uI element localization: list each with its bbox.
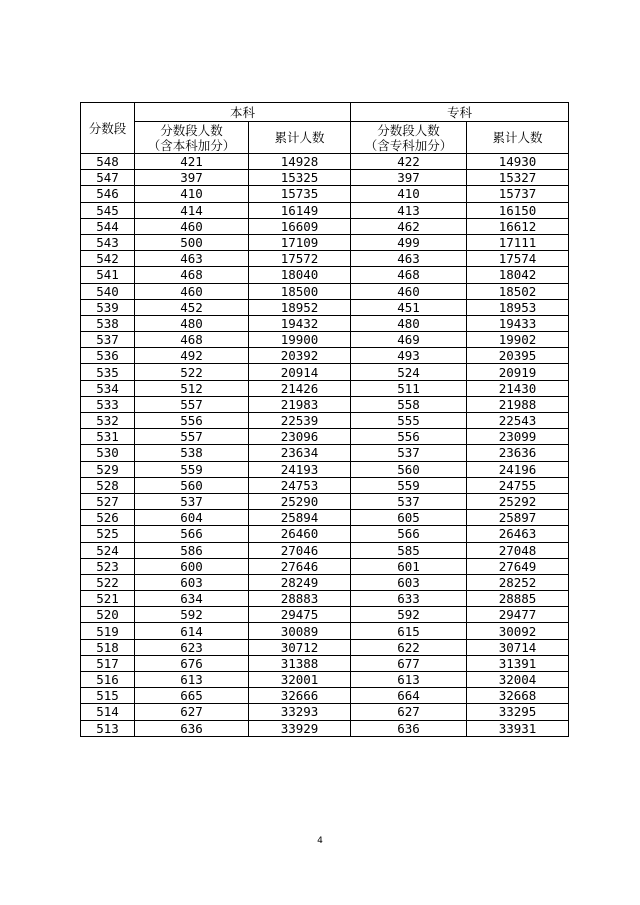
benke-cumulative-cell: 31388 <box>249 655 351 671</box>
zhuanke-count-cell: 451 <box>351 299 467 315</box>
benke-count-cell: 500 <box>135 234 249 250</box>
benke-cumulative-cell: 14928 <box>249 154 351 170</box>
table-row <box>81 574 569 590</box>
score-cell: 522 <box>81 574 135 590</box>
zhuanke-cumulative-cell: 15327 <box>467 170 569 186</box>
benke-count-cell: 537 <box>135 493 249 509</box>
score-cell: 544 <box>81 218 135 234</box>
benke-cumulative-cell: 19432 <box>249 315 351 331</box>
zhuanke-count-cell: 537 <box>351 445 467 461</box>
zhuanke-count-cell: 560 <box>351 461 467 477</box>
score-cell: 513 <box>81 720 135 736</box>
table-row <box>81 251 569 267</box>
benke-count-header <box>135 122 249 154</box>
table-row <box>81 639 569 655</box>
zhuanke-cumulative-cell: 19902 <box>467 332 569 348</box>
benke-count-cell: 460 <box>135 218 249 234</box>
table-row <box>81 234 569 250</box>
benke-cumulative-cell: 32666 <box>249 688 351 704</box>
benke-count-cell: 452 <box>135 299 249 315</box>
benke-count-cell: 512 <box>135 380 249 396</box>
zhuanke-cumulative-cell: 23099 <box>467 429 569 445</box>
zhuanke-count-cell: 524 <box>351 364 467 380</box>
zhuanke-count-cell: 469 <box>351 332 467 348</box>
zhuanke-count-cell: 480 <box>351 315 467 331</box>
score-band-header: 分数段 <box>81 103 135 154</box>
score-cell: 535 <box>81 364 135 380</box>
zhuanke-cumulative-cell: 30714 <box>467 639 569 655</box>
score-cell: 530 <box>81 445 135 461</box>
zhuanke-cumulative-cell: 22543 <box>467 413 569 429</box>
score-cell: 534 <box>81 380 135 396</box>
zhuanke-cumulative-cell: 27048 <box>467 542 569 558</box>
benke-cumulative-cell: 24193 <box>249 461 351 477</box>
score-cell: 545 <box>81 202 135 218</box>
score-cell: 543 <box>81 234 135 250</box>
table-row <box>81 348 569 364</box>
zhuanke-count-cell: 677 <box>351 655 467 671</box>
benke-count-cell: 614 <box>135 623 249 639</box>
benke-cumulative-cell: 27646 <box>249 558 351 574</box>
zhuanke-cumulative-cell: 33295 <box>467 704 569 720</box>
table-row <box>81 445 569 461</box>
table-row <box>81 315 569 331</box>
zhuanke-cumulative-cell: 18953 <box>467 299 569 315</box>
table-row <box>81 154 569 170</box>
score-cell: 533 <box>81 396 135 412</box>
benke-cumulative-cell: 27046 <box>249 542 351 558</box>
score-cell: 518 <box>81 639 135 655</box>
zhuanke-count-cell: 468 <box>351 267 467 283</box>
zhuanke-count-cell: 566 <box>351 526 467 542</box>
benke-count-cell: 397 <box>135 170 249 186</box>
table-row <box>81 396 569 412</box>
zhuanke-cumulative-header: 累计人数 <box>467 122 569 154</box>
benke-cumulative-header: 累计人数 <box>249 122 351 154</box>
benke-count-cell: 414 <box>135 202 249 218</box>
benke-count-cell: 623 <box>135 639 249 655</box>
benke-cumulative-cell: 24753 <box>249 477 351 493</box>
zhuanke-count-cell: 601 <box>351 558 467 574</box>
zhuanke-cumulative-cell: 15737 <box>467 186 569 202</box>
benke-cumulative-cell: 25894 <box>249 510 351 526</box>
score-cell: 542 <box>81 251 135 267</box>
benke-count-cell: 613 <box>135 672 249 688</box>
benke-cumulative-cell: 21426 <box>249 380 351 396</box>
table-row <box>81 542 569 558</box>
score-cell: 517 <box>81 655 135 671</box>
zhuanke-count-cell: 613 <box>351 672 467 688</box>
score-cell: 537 <box>81 332 135 348</box>
score-cell: 515 <box>81 688 135 704</box>
benke-count-cell: 560 <box>135 477 249 493</box>
zhuanke-cumulative-cell: 27649 <box>467 558 569 574</box>
zhuanke-count-cell: 627 <box>351 704 467 720</box>
benke-count-cell: 604 <box>135 510 249 526</box>
benke-cumulative-cell: 23634 <box>249 445 351 461</box>
table-row <box>81 688 569 704</box>
zhuanke-count-cell: 537 <box>351 493 467 509</box>
page-number: 4 <box>317 836 323 846</box>
table-row <box>81 299 569 315</box>
benke-count-cell: 522 <box>135 364 249 380</box>
score-cell: 531 <box>81 429 135 445</box>
zhuanke-cumulative-cell: 29477 <box>467 607 569 623</box>
zhuanke-count-cell: 664 <box>351 688 467 704</box>
zhuanke-cumulative-cell: 30092 <box>467 623 569 639</box>
zhuanke-cumulative-cell: 21988 <box>467 396 569 412</box>
benke-cumulative-cell: 20914 <box>249 364 351 380</box>
table-row <box>81 704 569 720</box>
benke-cumulative-cell: 28249 <box>249 574 351 590</box>
benke-count-cell: 592 <box>135 607 249 623</box>
benke-cumulative-cell: 30712 <box>249 639 351 655</box>
table-row <box>81 332 569 348</box>
zhuanke-count-cell: 499 <box>351 234 467 250</box>
zhuanke-cumulative-cell: 17111 <box>467 234 569 250</box>
benke-cumulative-cell: 21983 <box>249 396 351 412</box>
score-cell: 539 <box>81 299 135 315</box>
score-cell: 527 <box>81 493 135 509</box>
zhuanke-cumulative-cell: 26463 <box>467 526 569 542</box>
benke-cumulative-cell: 19900 <box>249 332 351 348</box>
zhuanke-count-cell: 622 <box>351 639 467 655</box>
benke-count-cell: 665 <box>135 688 249 704</box>
zhuanke-cumulative-cell: 16150 <box>467 202 569 218</box>
benke-count-cell: 627 <box>135 704 249 720</box>
benke-cumulative-cell: 25290 <box>249 493 351 509</box>
zhuanke-cumulative-cell: 31391 <box>467 655 569 671</box>
zhuanke-count-cell: 422 <box>351 154 467 170</box>
benke-cumulative-cell: 29475 <box>249 607 351 623</box>
benke-count-cell: 556 <box>135 413 249 429</box>
zhuanke-cumulative-cell: 23636 <box>467 445 569 461</box>
benke-count-header-line2: （含本科加分） <box>147 137 236 153</box>
zhuanke-cumulative-cell: 33931 <box>467 720 569 736</box>
benke-count-cell: 480 <box>135 315 249 331</box>
zhuanke-cumulative-cell: 32004 <box>467 672 569 688</box>
benke-count-cell: 603 <box>135 574 249 590</box>
score-cell: 548 <box>81 154 135 170</box>
benke-cumulative-cell: 17572 <box>249 251 351 267</box>
score-cell: 523 <box>81 558 135 574</box>
zhuanke-count-cell: 463 <box>351 251 467 267</box>
table-row <box>81 267 569 283</box>
zhuanke-cumulative-cell: 18042 <box>467 267 569 283</box>
table-row <box>81 218 569 234</box>
score-cell: 514 <box>81 704 135 720</box>
benke-count-header-line1: 分数段人数 <box>160 122 223 138</box>
zhuanke-cumulative-cell: 28885 <box>467 591 569 607</box>
benke-count-cell: 468 <box>135 332 249 348</box>
zhuanke-cumulative-cell: 16612 <box>467 218 569 234</box>
benke-count-cell: 463 <box>135 251 249 267</box>
zhuanke-count-cell: 413 <box>351 202 467 218</box>
benke-cumulative-cell: 33293 <box>249 704 351 720</box>
score-cell: 525 <box>81 526 135 542</box>
table-row <box>81 510 569 526</box>
zhuanke-cumulative-cell: 24755 <box>467 477 569 493</box>
benke-count-cell: 468 <box>135 267 249 283</box>
score-cell: 519 <box>81 623 135 639</box>
table-row <box>81 202 569 218</box>
table-row <box>81 623 569 639</box>
benke-count-cell: 557 <box>135 396 249 412</box>
zhuanke-count-cell: 559 <box>351 477 467 493</box>
zhuanke-count-header-line1: 分数段人数 <box>377 122 440 138</box>
score-cell: 516 <box>81 672 135 688</box>
zhuanke-count-header-line2: （含专科加分） <box>364 137 453 153</box>
benke-count-cell: 566 <box>135 526 249 542</box>
zhuanke-count-cell: 397 <box>351 170 467 186</box>
table-row <box>81 186 569 202</box>
table-body <box>81 154 569 737</box>
zhuanke-cumulative-cell: 21430 <box>467 380 569 396</box>
zhuanke-count-cell: 493 <box>351 348 467 364</box>
table-row <box>81 526 569 542</box>
benke-cumulative-cell: 26460 <box>249 526 351 542</box>
benke-count-cell: 460 <box>135 283 249 299</box>
benke-count-cell: 676 <box>135 655 249 671</box>
zhuanke-header: 专科 <box>351 103 569 122</box>
zhuanke-count-header <box>351 122 467 154</box>
benke-count-cell: 559 <box>135 461 249 477</box>
zhuanke-cumulative-cell: 20919 <box>467 364 569 380</box>
score-cell: 546 <box>81 186 135 202</box>
score-cell: 538 <box>81 315 135 331</box>
benke-cumulative-cell: 16609 <box>249 218 351 234</box>
benke-header: 本科 <box>135 103 351 122</box>
benke-cumulative-cell: 16149 <box>249 202 351 218</box>
benke-count-cell: 410 <box>135 186 249 202</box>
benke-count-cell: 634 <box>135 591 249 607</box>
table-row <box>81 591 569 607</box>
table-row <box>81 364 569 380</box>
zhuanke-count-cell: 636 <box>351 720 467 736</box>
benke-cumulative-cell: 30089 <box>249 623 351 639</box>
score-cell: 547 <box>81 170 135 186</box>
table-row <box>81 461 569 477</box>
score-cell: 536 <box>81 348 135 364</box>
table-row <box>81 170 569 186</box>
table-row <box>81 672 569 688</box>
benke-count-cell: 636 <box>135 720 249 736</box>
zhuanke-cumulative-cell: 14930 <box>467 154 569 170</box>
zhuanke-count-cell: 460 <box>351 283 467 299</box>
benke-cumulative-cell: 17109 <box>249 234 351 250</box>
score-cell: 528 <box>81 477 135 493</box>
zhuanke-cumulative-cell: 24196 <box>467 461 569 477</box>
zhuanke-count-cell: 605 <box>351 510 467 526</box>
score-cell: 521 <box>81 591 135 607</box>
benke-cumulative-cell: 15735 <box>249 186 351 202</box>
benke-count-cell: 600 <box>135 558 249 574</box>
table-row <box>81 720 569 736</box>
zhuanke-cumulative-cell: 25292 <box>467 493 569 509</box>
zhuanke-cumulative-cell: 18502 <box>467 283 569 299</box>
benke-count-cell: 557 <box>135 429 249 445</box>
zhuanke-cumulative-cell: 25897 <box>467 510 569 526</box>
table-row <box>81 655 569 671</box>
zhuanke-cumulative-cell: 17574 <box>467 251 569 267</box>
benke-cumulative-cell: 32001 <box>249 672 351 688</box>
score-cell: 529 <box>81 461 135 477</box>
score-cell: 541 <box>81 267 135 283</box>
table-row <box>81 413 569 429</box>
zhuanke-count-cell: 585 <box>351 542 467 558</box>
score-cell: 526 <box>81 510 135 526</box>
score-cell: 520 <box>81 607 135 623</box>
zhuanke-count-cell: 555 <box>351 413 467 429</box>
table-row <box>81 607 569 623</box>
benke-count-cell: 586 <box>135 542 249 558</box>
table-row <box>81 493 569 509</box>
score-cell: 524 <box>81 542 135 558</box>
benke-cumulative-cell: 23096 <box>249 429 351 445</box>
zhuanke-cumulative-cell: 20395 <box>467 348 569 364</box>
benke-cumulative-cell: 33929 <box>249 720 351 736</box>
zhuanke-cumulative-cell: 28252 <box>467 574 569 590</box>
benke-cumulative-cell: 15325 <box>249 170 351 186</box>
zhuanke-cumulative-cell: 32668 <box>467 688 569 704</box>
score-cell: 540 <box>81 283 135 299</box>
zhuanke-count-cell: 410 <box>351 186 467 202</box>
benke-count-cell: 421 <box>135 154 249 170</box>
zhuanke-count-cell: 615 <box>351 623 467 639</box>
table-row <box>81 477 569 493</box>
zhuanke-cumulative-cell: 19433 <box>467 315 569 331</box>
benke-cumulative-cell: 18040 <box>249 267 351 283</box>
benke-count-cell: 538 <box>135 445 249 461</box>
benke-cumulative-cell: 28883 <box>249 591 351 607</box>
benke-cumulative-cell: 20392 <box>249 348 351 364</box>
zhuanke-count-cell: 556 <box>351 429 467 445</box>
benke-cumulative-cell: 18952 <box>249 299 351 315</box>
score-distribution-table <box>80 102 569 737</box>
zhuanke-count-cell: 462 <box>351 218 467 234</box>
benke-cumulative-cell: 18500 <box>249 283 351 299</box>
zhuanke-count-cell: 633 <box>351 591 467 607</box>
benke-cumulative-cell: 22539 <box>249 413 351 429</box>
score-cell: 532 <box>81 413 135 429</box>
zhuanke-count-cell: 592 <box>351 607 467 623</box>
benke-count-cell: 492 <box>135 348 249 364</box>
table-row <box>81 283 569 299</box>
zhuanke-count-cell: 511 <box>351 380 467 396</box>
table-row <box>81 380 569 396</box>
zhuanke-count-cell: 558 <box>351 396 467 412</box>
table-row <box>81 558 569 574</box>
table-row <box>81 429 569 445</box>
zhuanke-count-cell: 603 <box>351 574 467 590</box>
